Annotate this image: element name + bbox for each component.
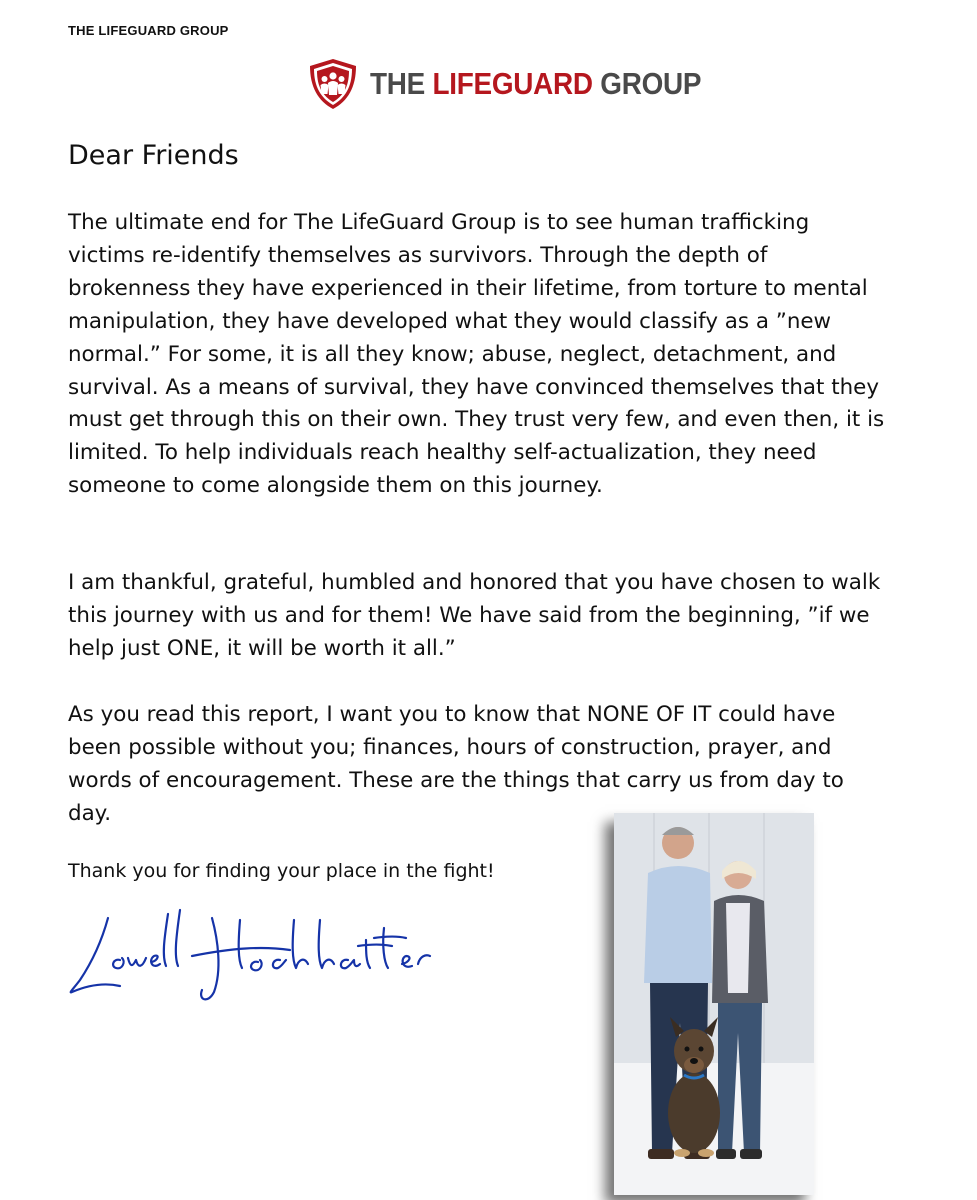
couple-with-dog-photo xyxy=(614,813,814,1195)
photo-illustration xyxy=(614,813,814,1195)
shield-people-icon xyxy=(306,57,360,111)
letter-paragraph-2: I am thankful, grateful, humbled and honored that you have chosen to walk this journey with us and for them! We have said from the beginning, ”if we help just ONE, it will be worth it all.” xyxy=(68,570,881,661)
letter-paragraph-3: As you read this report, I want you to know that NONE OF IT could have been possible without you; finances, hours of construction, prayer, and words of encouragement. These are the things that carry us from day to day. xyxy=(68,702,844,826)
logo-text xyxy=(370,66,701,102)
letter-paragraph-1: The ultimate end for The LifeGuard Group is to see human trafficking victims re-identify themselves as survivors. Through the depth of brokenness they have experienced in their lifetime, from torture to mental manipulation, they have developed what they would classify as a ”new normal.” For some, it is all they know; abuse, neglect, detachment, and survival. As a means of survival, they have convinced themselves that they must get through this on their own. They trust very few, and even then, it is limited. To help individuals reach healthy self-actualization, they need someone to come alongside them on this journey. xyxy=(68,210,885,499)
org-label: THE LIFEGUARD GROUP xyxy=(68,23,229,38)
logo-text-group: GROUP xyxy=(592,66,702,101)
logo-text-lifeguard: LIFEGUARD xyxy=(432,66,593,101)
salutation: Dear Friends xyxy=(68,140,239,171)
logo-text-the: THE xyxy=(370,66,433,101)
closing-line: Thank you for finding your place in the fight! xyxy=(68,860,495,882)
signature xyxy=(62,900,462,1010)
logo xyxy=(306,56,738,112)
